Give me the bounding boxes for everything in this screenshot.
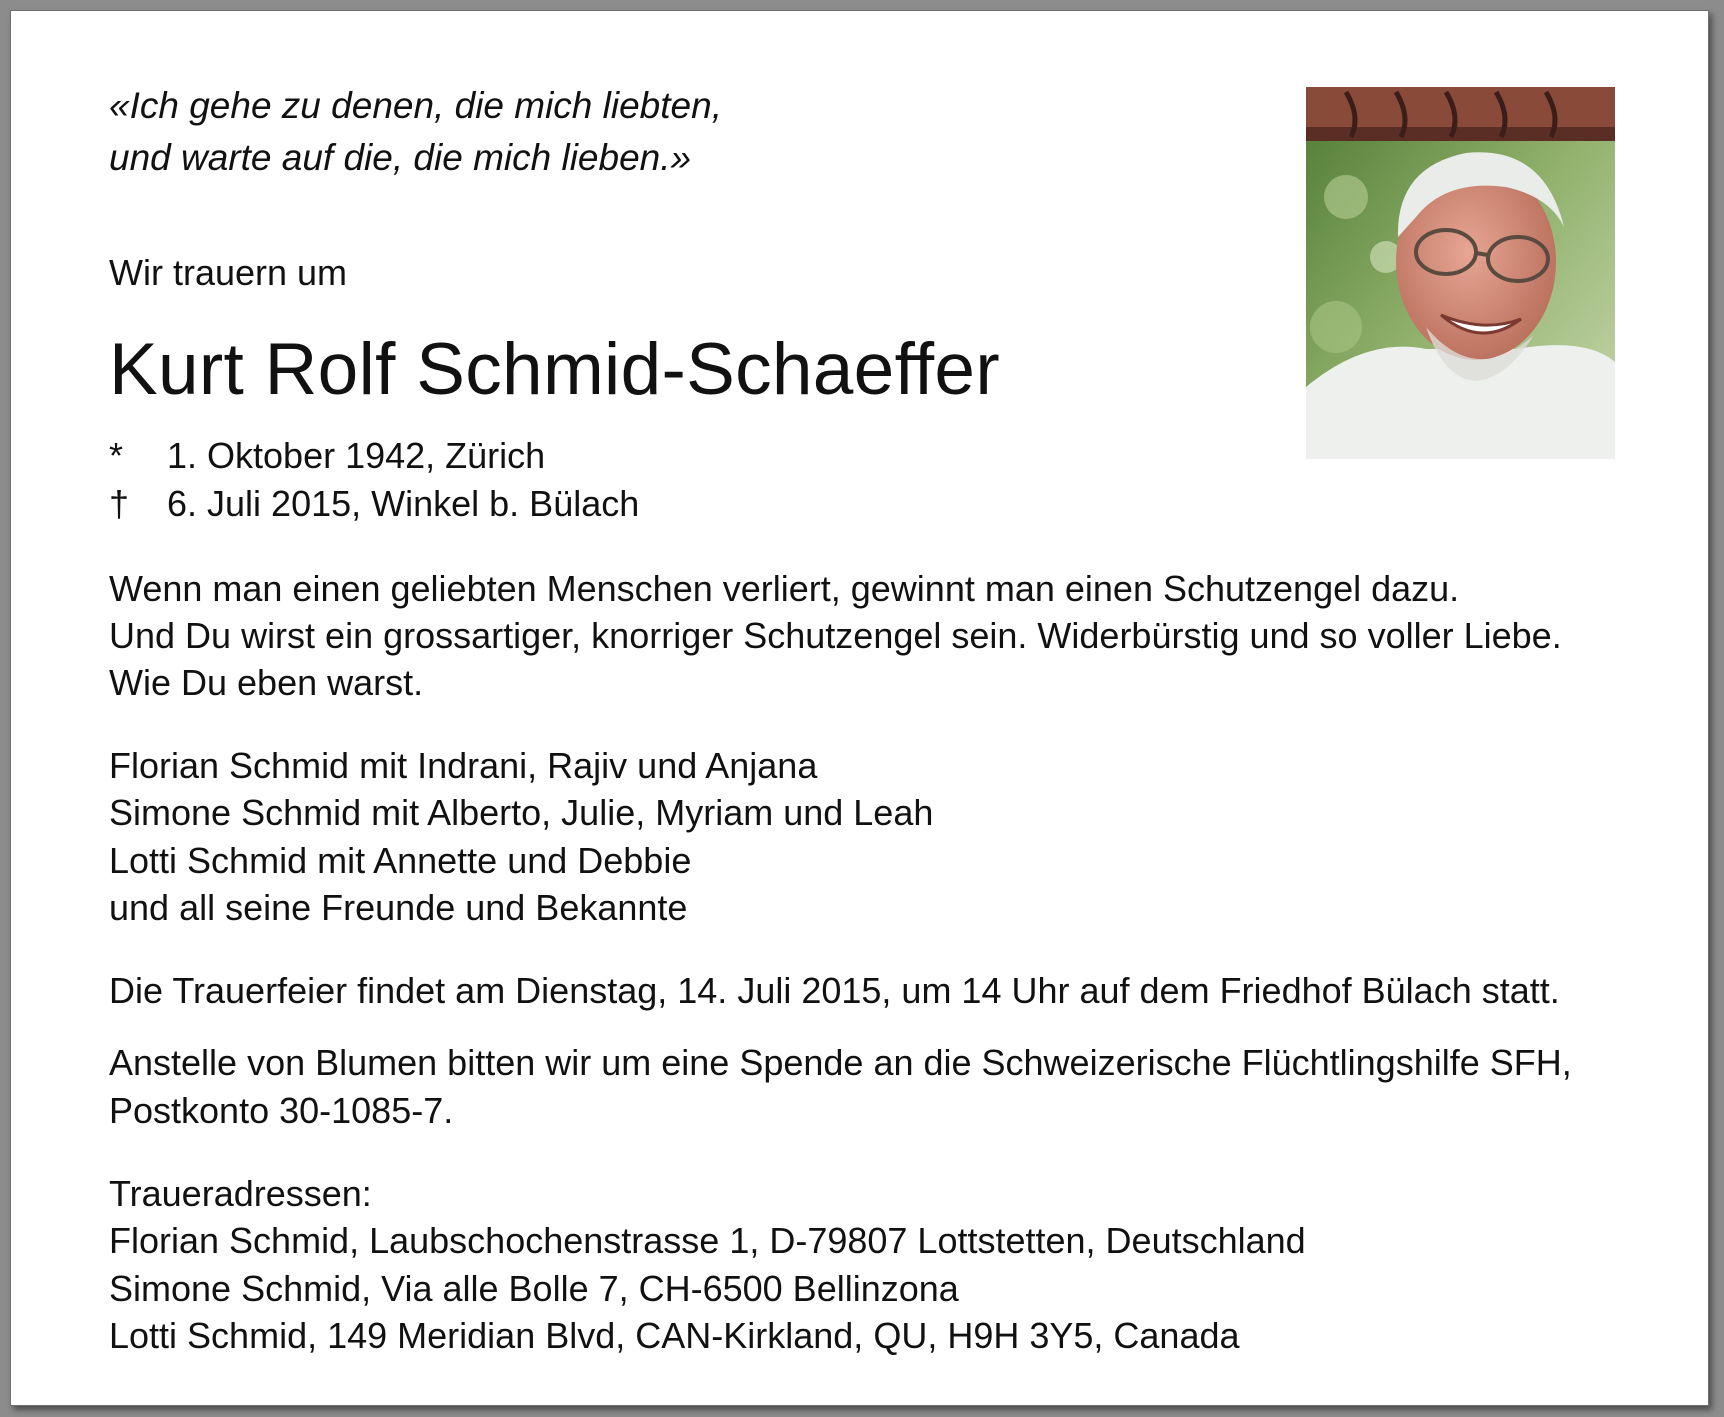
birth-symbol: * <box>109 435 124 476</box>
intro-text: Wir trauern um <box>109 252 348 293</box>
mourner-line-3: Lotti Schmid mit Annette und Debbie <box>109 840 692 881</box>
deceased-name: Kurt Rolf Schmid-Schaeffer <box>109 329 1000 410</box>
mourner-line-1: Florian Schmid mit Indrani, Rajiv und Anjana <box>109 745 818 786</box>
address-line-1: Florian Schmid, Laubschochenstrasse 1, D-79807 Lottstetten, Deutschland <box>109 1220 1306 1261</box>
address-line-3: Lotti Schmid, 149 Meridian Blvd, CAN-Kirkland, QU, H9H 3Y5, Canada <box>109 1315 1240 1356</box>
portrait-photo <box>1306 87 1615 459</box>
death-symbol: † <box>109 483 130 524</box>
death-line <box>109 482 639 526</box>
addresses-heading: Traueradressen: <box>109 1173 372 1214</box>
message-line-1: Wenn man einen geliebten Menschen verliert, gewinnt man einen Schutzengel dazu. <box>109 568 1460 609</box>
quote-line-1: «Ich gehe zu denen, die mich liebten, <box>109 85 722 126</box>
message-line-3: Wie Du eben warst. <box>109 662 424 703</box>
mourner-line-2: Simone Schmid mit Alberto, Julie, Myriam und Leah <box>109 792 934 833</box>
service-text: Die Trauerfeier findet am Dienstag, 14. Juli 2015, um 14 Uhr auf dem Friedhof Bülach statt. <box>109 970 1560 1011</box>
death-date: 6. Juli 2015, Winkel b. Bülach <box>167 483 640 524</box>
donation-line-2: Postkonto 30-1085-7. <box>109 1090 454 1131</box>
quote-line-2: und warte auf die, die mich lieben.» <box>109 137 692 178</box>
birth-date: 1. Oktober 1942, Zürich <box>167 435 546 476</box>
birth-line <box>109 434 545 478</box>
donation-line-1: Anstelle von Blumen bitten wir um eine Spende an die Schweizerische Flüchtlingshilfe SFH, <box>109 1042 1572 1083</box>
obituary-page <box>10 10 1709 1406</box>
mourner-line-4: und all seine Freunde und Bekannte <box>109 887 688 928</box>
message-line-2: Und Du wirst ein grossartiger, knorriger Schutzengel sein. Widerbürstig und so voller Liebe. <box>109 615 1562 656</box>
address-line-2: Simone Schmid, Via alle Bolle 7, CH-6500 Bellinzona <box>109 1268 959 1309</box>
